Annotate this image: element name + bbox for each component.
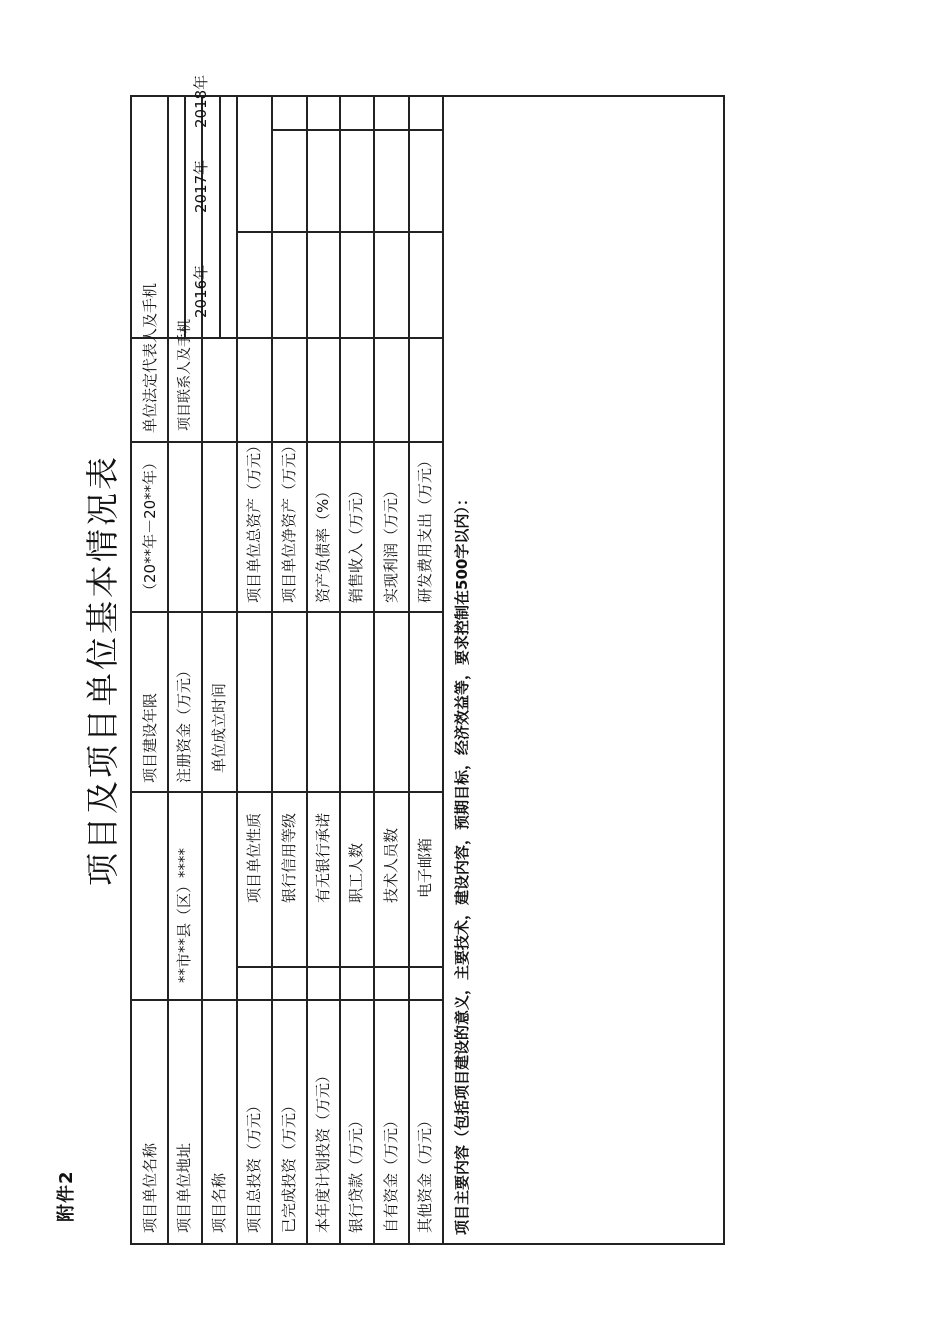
total-assets-label: 项目单位总资产（万元） (245, 437, 263, 603)
legal-rep-label: 单位法定代表人及手机 (141, 282, 159, 433)
bank-commitment-label: 有无银行承诺 (314, 812, 332, 903)
email-label: 电子邮箱 (416, 837, 434, 898)
credit-rating-label: 银行信用等级 (280, 812, 298, 903)
total-investment-label: 项目总投资（万元） (245, 1097, 263, 1233)
unit-address-value: **市**县（区）**** (175, 847, 193, 983)
year-2016: 2016年 (192, 264, 210, 318)
construction-period-label: 项目建设年限 (141, 692, 159, 783)
debt-ratio-label: 资产负债率（%） (314, 483, 332, 603)
other-funds-label: 其他资金（万元） (416, 1112, 434, 1233)
row-divider (236, 97, 238, 1243)
row-divider (271, 97, 273, 1243)
sales-label: 销售收入（万元） (347, 482, 365, 603)
info-table (130, 74, 725, 1245)
employees-label: 职工人数 (347, 842, 365, 903)
col-divider (236, 232, 442, 234)
contact-label: 项目联系人及手机 (177, 319, 193, 431)
col-divider (236, 967, 442, 969)
row-divider (373, 97, 375, 1243)
net-assets-label: 项目单位净资产（万元） (280, 437, 298, 603)
row-divider (442, 97, 444, 1243)
row-divider (339, 97, 341, 1243)
unit-address-label: 项目单位地址 (175, 1142, 193, 1233)
row-divider (306, 97, 308, 1243)
row-divider (184, 97, 186, 338)
completed-investment-label: 已完成投资（万元） (280, 1097, 298, 1233)
own-funds-label: 自有资金（万元） (382, 1112, 400, 1233)
main-content-label: 项目主要内容（包括项目建设的意义，主要技术，建设内容，预期目标，经济效益等，要求控制在500字以内）： (453, 491, 471, 1235)
construction-period-value: （20**年－20**年） (141, 454, 159, 598)
year-2017: 2017年 (192, 159, 210, 213)
page-title: 项目及项目单位基本情况表 (83, 454, 122, 886)
rd-label: 研发费用支出（万元） (416, 452, 434, 603)
row-divider (219, 97, 221, 338)
tech-staff-label: 技术人员数 (382, 827, 400, 903)
project-name-label: 项目名称 (210, 1172, 228, 1233)
profit-label: 实现利润（万元） (382, 482, 400, 603)
attachment-label: 附件2 (56, 1170, 77, 1222)
col-divider (132, 792, 442, 794)
unit-name-label: 项目单位名称 (141, 1142, 159, 1233)
row-divider (167, 97, 169, 1243)
registered-capital-label: 注册资金（万元） (175, 662, 193, 783)
col-divider (132, 1000, 442, 1002)
col-divider (132, 612, 442, 614)
annual-plan-label: 本年度计划投资（万元） (314, 1067, 332, 1233)
row-divider (408, 97, 410, 1243)
year-2018: 2018年 (192, 74, 210, 128)
bank-loan-label: 银行贷款（万元） (347, 1112, 365, 1233)
col-divider (271, 130, 442, 132)
unit-nature-label: 项目单位性质 (245, 812, 263, 903)
establish-time-label: 单位成立时间 (210, 682, 228, 773)
